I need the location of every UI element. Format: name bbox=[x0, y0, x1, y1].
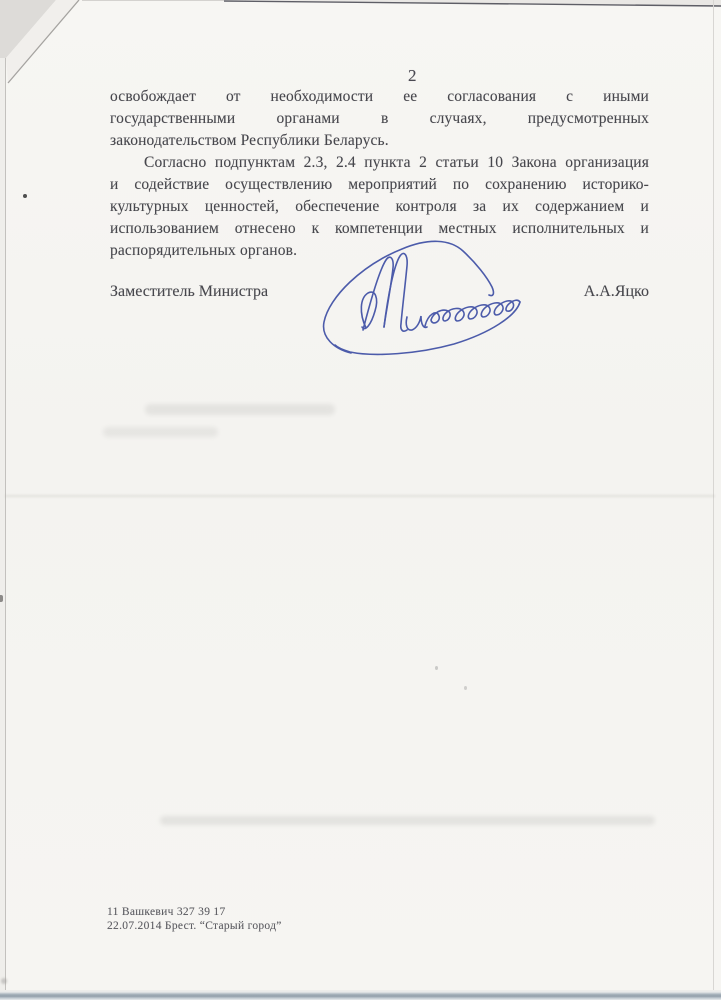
body-line: использованием отнесено к компетенции местных исполнительных и bbox=[110, 220, 649, 237]
handwritten-signature bbox=[312, 236, 544, 364]
signee-name: А.А.Яцко bbox=[583, 283, 649, 300]
page-edge-left bbox=[0, 0, 6, 1000]
edge-nick bbox=[0, 595, 3, 602]
body-line: законодательством Республики Беларусь. bbox=[110, 132, 389, 149]
fold-crease bbox=[5, 495, 715, 497]
paragraph-1 bbox=[110, 86, 649, 152]
body-line: и содействие осуществлению мероприятий по сохранению историко- bbox=[110, 176, 649, 193]
body-line: государственными органами в случаях, предусмотренных bbox=[110, 110, 649, 127]
body-line: освобождает от необходимости ее согласования с иными bbox=[110, 88, 649, 105]
signoff-title: Заместитель Министра bbox=[110, 283, 269, 300]
paper-speck bbox=[1, 978, 7, 984]
bleed-smudge bbox=[145, 404, 335, 415]
body-line: распорядительных органов. bbox=[110, 242, 298, 259]
page-edge-top bbox=[0, 0, 721, 10]
scanner-strip-bottom bbox=[0, 990, 721, 1000]
folded-corner bbox=[0, 0, 92, 92]
bleed-smudge bbox=[160, 816, 655, 825]
footer-reference bbox=[107, 906, 282, 933]
body-line: культурных ценностей, обеспечение контроля за их содержанием и bbox=[110, 198, 649, 215]
page-number: 2 bbox=[408, 66, 417, 85]
page-edge-right bbox=[713, 0, 714, 1000]
paper-speck bbox=[464, 686, 467, 690]
footer-line-2: 22.07.2014 Брест. “Старый город” bbox=[107, 919, 282, 932]
body-line: Согласно подпунктам 2.3, 2.4 пункта 2 статьи 10 Закона организация bbox=[144, 154, 649, 171]
ink-dot bbox=[23, 194, 27, 198]
paper-speck bbox=[435, 666, 438, 670]
footer-line-1: 11 Вашкевич 327 39 17 bbox=[107, 906, 226, 918]
bleed-smudge bbox=[103, 427, 218, 437]
